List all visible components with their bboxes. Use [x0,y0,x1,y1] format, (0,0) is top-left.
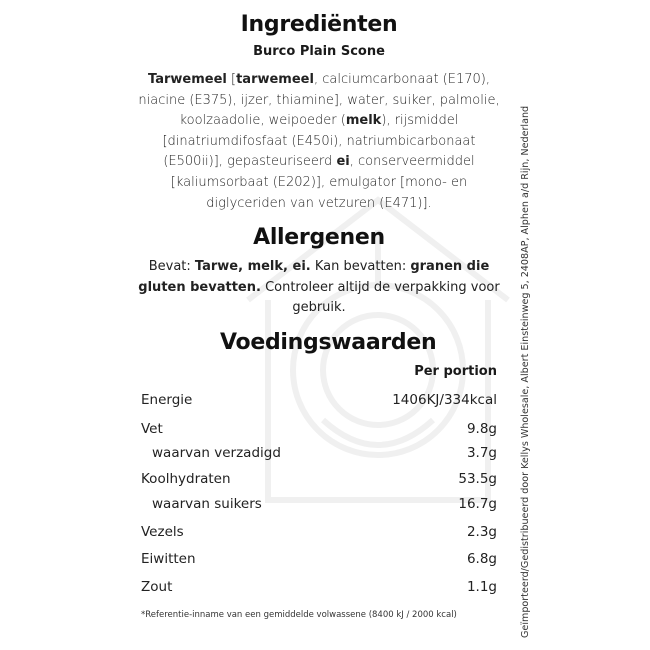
nutrient-value: 1406KJ/334kcal [392,392,497,408]
nutrition-title: Voedingswaarden [220,330,437,355]
product-name: Burco Plain Scone [253,44,385,59]
nutrition-row [138,551,500,571]
nutrition-row [138,496,500,516]
text-segment: ), rijsmiddel [dinatriumdifosfaat (E450i), natriumbicarbonaat (E500ii)], gepasteuriseerd [162,113,476,170]
nutrient-value: 2.3g [466,524,497,540]
reference-footnote: *Referentie-inname van een gemiddelde volwassene (8400 kJ / 2000 kcal) [141,610,457,620]
allergens-title: Allergenen [253,225,385,250]
nutrient-label: Eiwitten [141,551,196,567]
text-segment: , calciumcarbonaat (E170), niacine (E375), ijzer, thiamine], water, suiker, palmolie, koolzaadolie, weipoeder ( [138,72,500,129]
nutrition-row [138,471,500,491]
nutrient-label: waarvan verzadigd [152,445,281,461]
nutrient-value: 6.8g [466,551,497,567]
bold-text-segment: granen die gluten bevatten. [138,259,490,295]
text-segment: Controleer altijd de verpakking voor gebruik. [260,279,500,316]
text-segment: Kan bevatten: [310,259,411,274]
nutrient-label: Koolhydraten [141,471,231,487]
nutrient-label: Zout [141,579,173,595]
nutrition-row [138,392,500,412]
nutrient-label: waarvan suikers [152,496,262,512]
nutrient-value: 16.7g [458,496,497,512]
text-segment: , conserveermiddel [kaliumsorbaat (E202)], emulgator [mono- en diglyceriden van vetzuren (E471)]. [170,154,475,211]
bold-text-segment: Tarwemeel [148,72,227,87]
ingredients-title: Ingrediënten [240,12,398,37]
nutrient-value: 1.1g [466,579,497,595]
nutrition-row [138,445,500,465]
nutrient-value: 53.5g [458,471,497,487]
nutrition-row [138,421,500,441]
nutrient-label: Vet [141,421,163,437]
nutrient-value: 3.7g [466,445,497,461]
nutrition-row [138,579,500,599]
nutrient-label: Energie [141,392,193,408]
distributor-address: Geïmporteerd/Gedistribueerd door Kellys Wholesale, Albert Einsteinweg 5, 2408AP, Alphen a/d Rijn, Nederland [520,105,531,638]
allergens-text [138,257,500,319]
nutrient-value: 9.8g [466,421,497,437]
nutrition-row [138,524,500,544]
ingredients-text [138,70,500,214]
bold-text-segment: Tarwe, melk, ei. [194,259,311,274]
bold-text-segment: tarwemeel [236,72,314,87]
text-segment: [ [226,72,237,87]
bold-text-segment: melk [345,113,382,129]
bold-text-segment: ei [336,154,350,170]
text-segment: Bevat: [148,259,195,274]
nutrient-label: Vezels [141,524,184,540]
nutrition-column-header: Per portion [414,364,497,379]
